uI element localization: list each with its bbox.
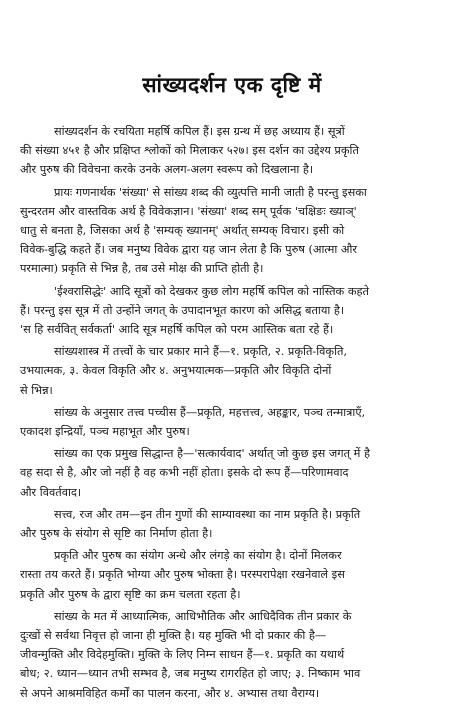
paragraph [20,282,444,340]
text-line: सांख्य के मत में आध्यात्मिक, आधिभौतिक और आधिदैविक तीन प्रकार के [54,609,352,623]
paragraph [20,403,444,441]
paragraph [20,505,444,543]
paragraph [20,342,444,400]
text-line: जीवन्मुक्ति और विदेहमुक्ति। मुक्ति के लिए निम्न साधन हैं—१. प्रकृति का यथार्थ [20,648,345,662]
text-line: सांख्य का एक प्रमुख सिद्धान्त है—'सत्कार्यवाद' अर्थात् जो कुछ इस जगत् में है [54,447,370,461]
text-line: धातु से बनता है, जिसका अर्थ है 'सम्यक् ख्यानम्' अर्थात् सम्यक् विचार। इसी को [20,224,345,238]
text-line: और पुरुष के संयोग से सृष्टि का निर्माण होता है। [20,527,213,541]
text-line: परमात्मा) प्रकृति से भिन्न है, तब उसे मोक्ष की प्राप्ति होती है। [20,262,264,276]
text-line: सांख्यदर्शन के रचयिता महर्षि कपिल हैं। इस ग्रन्थ में छह अध्याय हैं। सूत्रों [54,125,345,138]
paragraph [20,183,444,279]
text-line: सांख्यशास्त्र में तत्त्वों के चार प्रकार माने हैं—१. प्रकृति, २. प्रकृति-विकृति, [54,345,348,359]
text-line: सत्त्व, रज और तम—इन तीन गुणों की साम्यावस्था का नाम प्रकृति है। प्रकृति [54,507,361,521]
text-line: रास्ता तय करते हैं। प्रकृति भोग्या और पुरुष भोक्ता है। परस्परापेक्षा रखनेवाले इस [20,568,345,582]
text-line: उभयात्मक, ३. केवल विकृति और ४. अनुभयात्मक—प्रकृति और विकृति दोनों [20,364,332,378]
paragraph [20,546,444,604]
text-line: और विवर्तवाद। [20,485,82,499]
text-line: सुन्दरतम और वास्तविक अर्थ है विवेकज्ञान। 'संख्या' शब्द सम् पूर्वक 'चक्षिङः ख्याञ्' [20,204,357,218]
text-line: 'ईश्वरासिद्धेः' आदि सूत्रों को देखकर कुछ लोग महर्षि कपिल को नास्तिक कहते [54,284,369,298]
text-line: हैं। परन्तु इस सूत्र में तो उन्होंने जगत् के उपादानभूत कारण को असिद्ध बताया है। [20,303,345,317]
document-body [20,122,444,706]
text-line: प्रकृति और पुरुष के द्वारा सृष्टि का क्रम चलता रहता है। [20,587,241,601]
text-line: और पुरुष की विवेचना करके उनके अलग-अलग स्वरूप को दिखलाना है। [20,163,314,177]
text-line: प्रकृति और पुरुष का संयोग अन्धे और लंगड़े का संयोग है। दोनों मिलकर [54,549,342,563]
paragraph [20,607,444,703]
text-line: से अपने आश्रमविहित कर्मों का पालन करना, और ४. अभ्यास तथा वैराग्य। [20,686,320,700]
text-line: की संख्या ४५१ है और प्रक्षिप्त श्लोकों को मिलाकर ५२७। इस दर्शन का उद्देश्य प्रकृति [20,144,359,158]
paragraph [20,122,444,180]
text-line: सांख्य के अनुसार तत्त्व पच्चीस हैं—प्रकृति, महत्तत्त्व, अहङ्कार, पञ्च तन्मात्राएँ, [54,405,366,419]
text-line: विवेक-बुद्धि कहते हैं। जब मनुष्य विवेक द्वारा यह जान लेता है कि पुरुष (आत्मा और [20,243,358,257]
text-line: वह सदा से है, और जो नहीं है वह कभी नहीं होता। इसके दो रूप हैं—परिणामवाद [20,466,349,480]
text-line: 'स हि सर्ववित् सर्वकर्ता' आदि सूत्र महर्षि कपिल को परम आस्तिक बता रहे हैं। [20,323,334,337]
document-page [20,0,444,711]
page-title: सांख्यदर्शन एक दृष्टि में [142,72,322,98]
text-line: दुःखों से सर्वथा निवृत्त हो जाना ही मुक्ति है। यह मुक्ति भी दो प्रकार की है— [20,629,327,643]
text-line: बोध; २. ध्यान—ध्यान तभी सम्भव है, जब मनुष्य रागरहित हो जाए; ३. निष्काम भाव [20,667,361,681]
text-line: से भिन्न। [20,383,53,397]
text-line: प्रायः गणनार्थक 'संख्या' से सांख्य शब्द की व्युत्पत्ति मानी जाती है परन्तु इसका [54,185,367,199]
paragraph [20,444,444,502]
text-line: एकादश इन्द्रियाँ, पञ्च महाभूत और पुरुष। [20,425,190,439]
